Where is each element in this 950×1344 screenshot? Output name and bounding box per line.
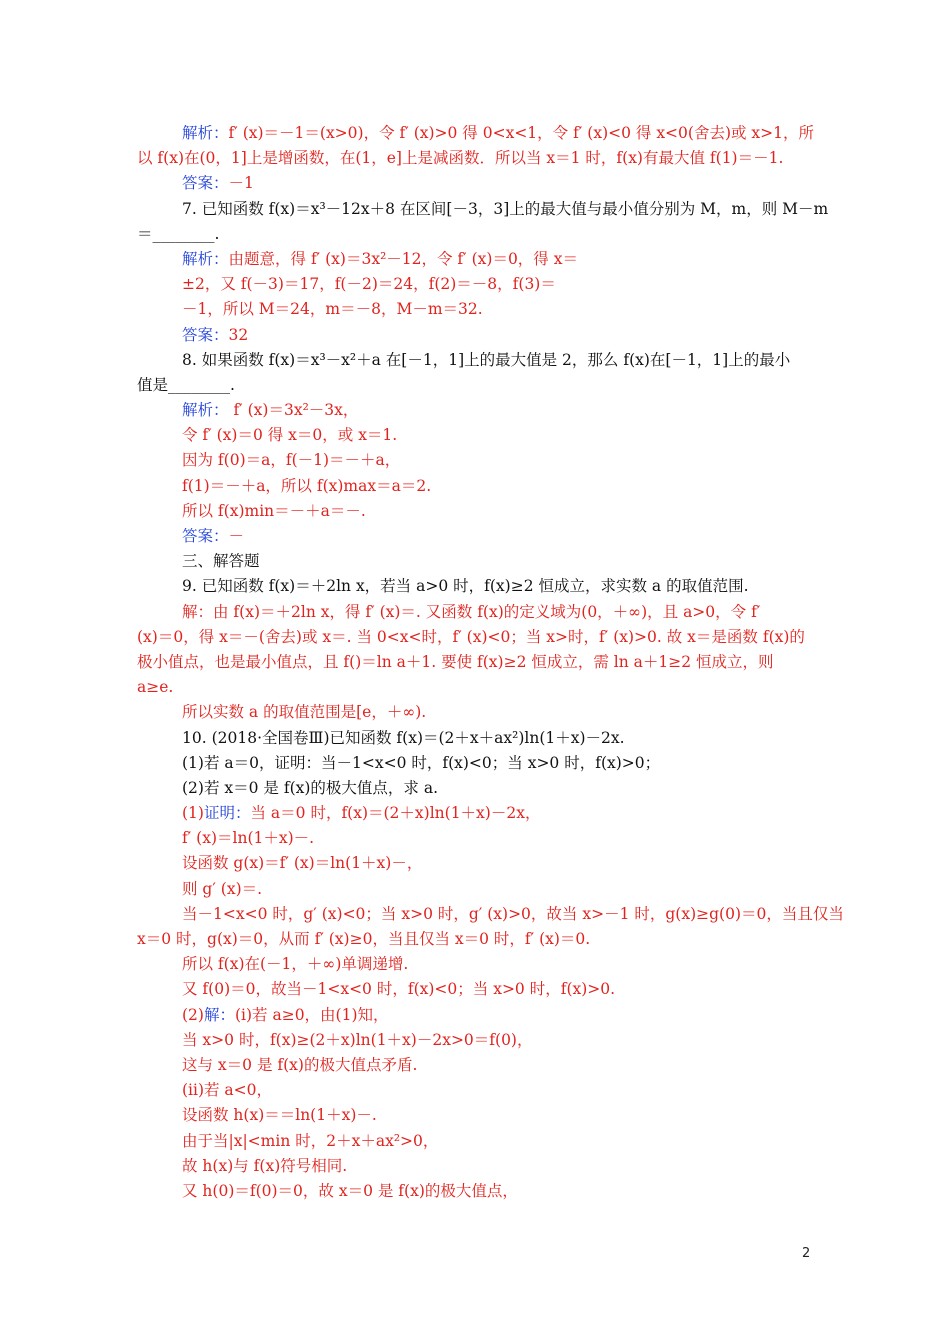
text-line xyxy=(137,826,817,851)
text-segment: ＝________. xyxy=(137,224,220,243)
text-segment: 答案： xyxy=(182,174,229,193)
text-segment: 令 f′ (x)＝0 得 x＝0，或 x＝1. xyxy=(182,426,398,445)
text-line xyxy=(137,625,817,650)
text-segment: 极小值点，也是最小值点，且 f()＝ln a＋1. 要使 f(x)≥2 恒成立，需 ln a＋1≥2 恒成立，则 xyxy=(137,652,774,671)
text-line xyxy=(137,952,817,977)
text-segment: 设函数 g(x)＝f′ (x)＝ln(1＋x)－， xyxy=(182,854,423,873)
text-segment: 当－1<x<0 时，g′ (x)<0；当 x>0 时，g′ (x)>0，故当 x>－1 时，g(x)≥g(0)＝0，当且仅当 xyxy=(182,904,844,923)
text-line xyxy=(137,1078,817,1103)
text-line xyxy=(137,726,817,751)
text-segment: (2) xyxy=(182,1005,204,1024)
text-line xyxy=(137,474,817,499)
text-line xyxy=(137,877,817,902)
text-line xyxy=(137,1129,817,1154)
text-segment: －1，所以 M＝24，m＝－8，M－m＝32. xyxy=(182,300,483,319)
text-segment: 由题意，得 f′ (x)＝3x²－12，令 f′ (x)＝0，得 x＝ xyxy=(228,249,578,268)
text-line xyxy=(137,499,817,524)
text-line xyxy=(137,650,817,675)
text-line xyxy=(137,1179,817,1204)
text-segment: f′ (x)＝3x²－3x， xyxy=(228,401,359,420)
text-segment: 解：由 f(x)＝＋2ln x，得 f′ (x)＝. 又函数 f(x)的定义域为(0，＋∞)，且 a>0，令 f′ xyxy=(182,602,761,621)
text-segment: (ⅰ)若 a≥0，由(1)知， xyxy=(234,1005,389,1024)
text-segment: f(1)＝－＋a，所以 f(x)max＝a＝2. xyxy=(182,476,432,495)
text-line xyxy=(137,146,817,171)
text-segment: － xyxy=(228,527,245,545)
text-segment: (x)＝0，得 x＝－(舍去)或 x＝. 当 0<x<时，f′ (x)<0；当 x>时，f′ (x)>0. 故 x＝是函数 f(x)的 xyxy=(137,627,805,646)
text-segment: 所以 f(x)在(－1，＋∞)单调递增. xyxy=(182,955,409,974)
text-line xyxy=(137,1053,817,1078)
text-segment: 以 f(x)在(0，1]上是增函数，在(1，e]上是减函数．所以当 x＝1 时，f(x)有最大值 f(1)＝－1. xyxy=(137,149,784,168)
text-segment: 故 h(x)与 f(x)符号相同. xyxy=(182,1156,348,1175)
text-line xyxy=(137,272,817,297)
text-line xyxy=(137,801,817,826)
text-segment: 解析： xyxy=(182,124,229,142)
text-segment: 证明： xyxy=(203,804,251,823)
text-line xyxy=(137,1003,817,1028)
text-segment: 则 g′ (x)＝. xyxy=(182,879,263,898)
text-segment: 因为 f(0)＝a，f(－1)＝－＋a， xyxy=(182,451,401,470)
text-segment: 又 h(0)＝f(0)＝0，故 x＝0 是 f(x)的极大值点， xyxy=(182,1181,518,1200)
text-line xyxy=(137,524,817,549)
text-line xyxy=(137,398,817,423)
text-segment: x＝0 时，g(x)＝0，从而 f′ (x)≥0，当且仅当 x＝0 时，f′ (x)＝0. xyxy=(137,930,591,948)
text-segment: 32 xyxy=(228,325,249,344)
text-line xyxy=(137,600,817,625)
text-line xyxy=(137,1154,817,1179)
text-segment: 8. 如果函数 f(x)＝x³－x²＋a 在[－1，1]上的最大值是 2，那么 f(x)在[－1，1]上的最小 xyxy=(182,350,791,369)
text-line xyxy=(137,348,817,373)
text-segment: 9. 已知函数 f(x)＝＋2ln x，若当 a>0 时，f(x)≥2 恒成立，求实数 a 的取值范围. xyxy=(182,577,749,596)
text-line xyxy=(137,1103,817,1128)
text-line xyxy=(137,574,817,599)
text-segment: ±2，又 f(－3)＝17，f(－2)＝24，f(2)＝－8，f(3)＝ xyxy=(182,275,556,294)
text-line xyxy=(137,297,817,322)
document-body xyxy=(137,121,844,1204)
text-segment: 7. 已知函数 f(x)＝x³－12x＋8 在区间[－3，3]上的最大值与最小值分别为 M，m，则 M－m xyxy=(182,199,829,218)
text-line xyxy=(137,751,817,776)
text-segment: 当 x>0 时，f(x)≥(2＋x)ln(1＋x)－2x>0＝f(0)， xyxy=(182,1030,533,1049)
text-segment: －1 xyxy=(228,174,254,193)
text-line xyxy=(137,197,829,222)
text-line xyxy=(137,549,817,574)
text-segment: 当 a＝0 时，f(x)＝(2＋x)ln(1＋x)－2x， xyxy=(250,804,541,823)
text-segment: 三、解答题 xyxy=(182,552,260,571)
text-segment: a≥e. xyxy=(137,678,174,697)
text-segment: 所以 f(x)min＝－＋a＝－. xyxy=(182,501,366,520)
text-segment: 设函数 h(x)＝＝ln(1＋x)－. xyxy=(182,1106,377,1125)
text-line xyxy=(137,851,817,876)
text-line xyxy=(137,323,817,348)
text-line xyxy=(137,247,817,272)
text-segment: 答案： xyxy=(182,527,229,545)
text-line xyxy=(137,171,817,196)
page-number: 2 xyxy=(802,1246,811,1261)
text-line xyxy=(137,700,817,725)
text-segment: (ⅱ)若 a<0， xyxy=(182,1081,273,1100)
text-line xyxy=(137,222,817,247)
text-segment: 答案： xyxy=(182,325,229,344)
text-line xyxy=(137,675,817,700)
text-segment: 解析： xyxy=(182,401,229,420)
text-segment: 解： xyxy=(203,1005,235,1024)
text-segment: 值是________. xyxy=(137,375,235,394)
text-segment: 这与 x＝0 是 f(x)的极大值点矛盾. xyxy=(182,1055,418,1074)
text-line xyxy=(137,776,817,801)
text-line xyxy=(137,977,817,1002)
text-segment: f′ (x)＝ln(1＋x)－. xyxy=(182,829,315,848)
text-segment: 所以实数 a 的取值范围是[e，＋∞). xyxy=(182,703,427,722)
text-line xyxy=(137,423,817,448)
text-segment: (1) xyxy=(182,804,204,823)
text-segment: 解析： xyxy=(182,249,229,268)
text-segment: 10. (2018·全国卷Ⅲ)已知函数 f(x)＝(2＋x＋ax²)ln(1＋x)－2x. xyxy=(182,728,625,747)
text-line xyxy=(137,373,817,398)
text-segment: f′ (x)＝－1＝(x>0)，令 f′ (x)>0 得 0<x<1，令 f′ (x)<0 得 x<0(舍去)或 x>1，所 xyxy=(228,124,815,142)
text-line xyxy=(137,448,817,473)
text-line xyxy=(137,1028,817,1053)
text-segment: 由于当|x|<min 时，2＋x＋ax²>0， xyxy=(182,1131,439,1150)
text-line xyxy=(137,902,844,927)
text-line xyxy=(137,927,817,952)
text-segment: (2)若 x＝0 是 f(x)的极大值点，求 a. xyxy=(182,778,439,797)
text-line xyxy=(137,121,817,146)
text-segment: (1)若 a＝0，证明：当－1<x<0 时，f(x)<0；当 x>0 时，f(x)>0； xyxy=(182,753,661,772)
text-segment: 又 f(0)＝0，故当－1<x<0 时，f(x)<0；当 x>0 时，f(x)>0. xyxy=(182,980,616,999)
